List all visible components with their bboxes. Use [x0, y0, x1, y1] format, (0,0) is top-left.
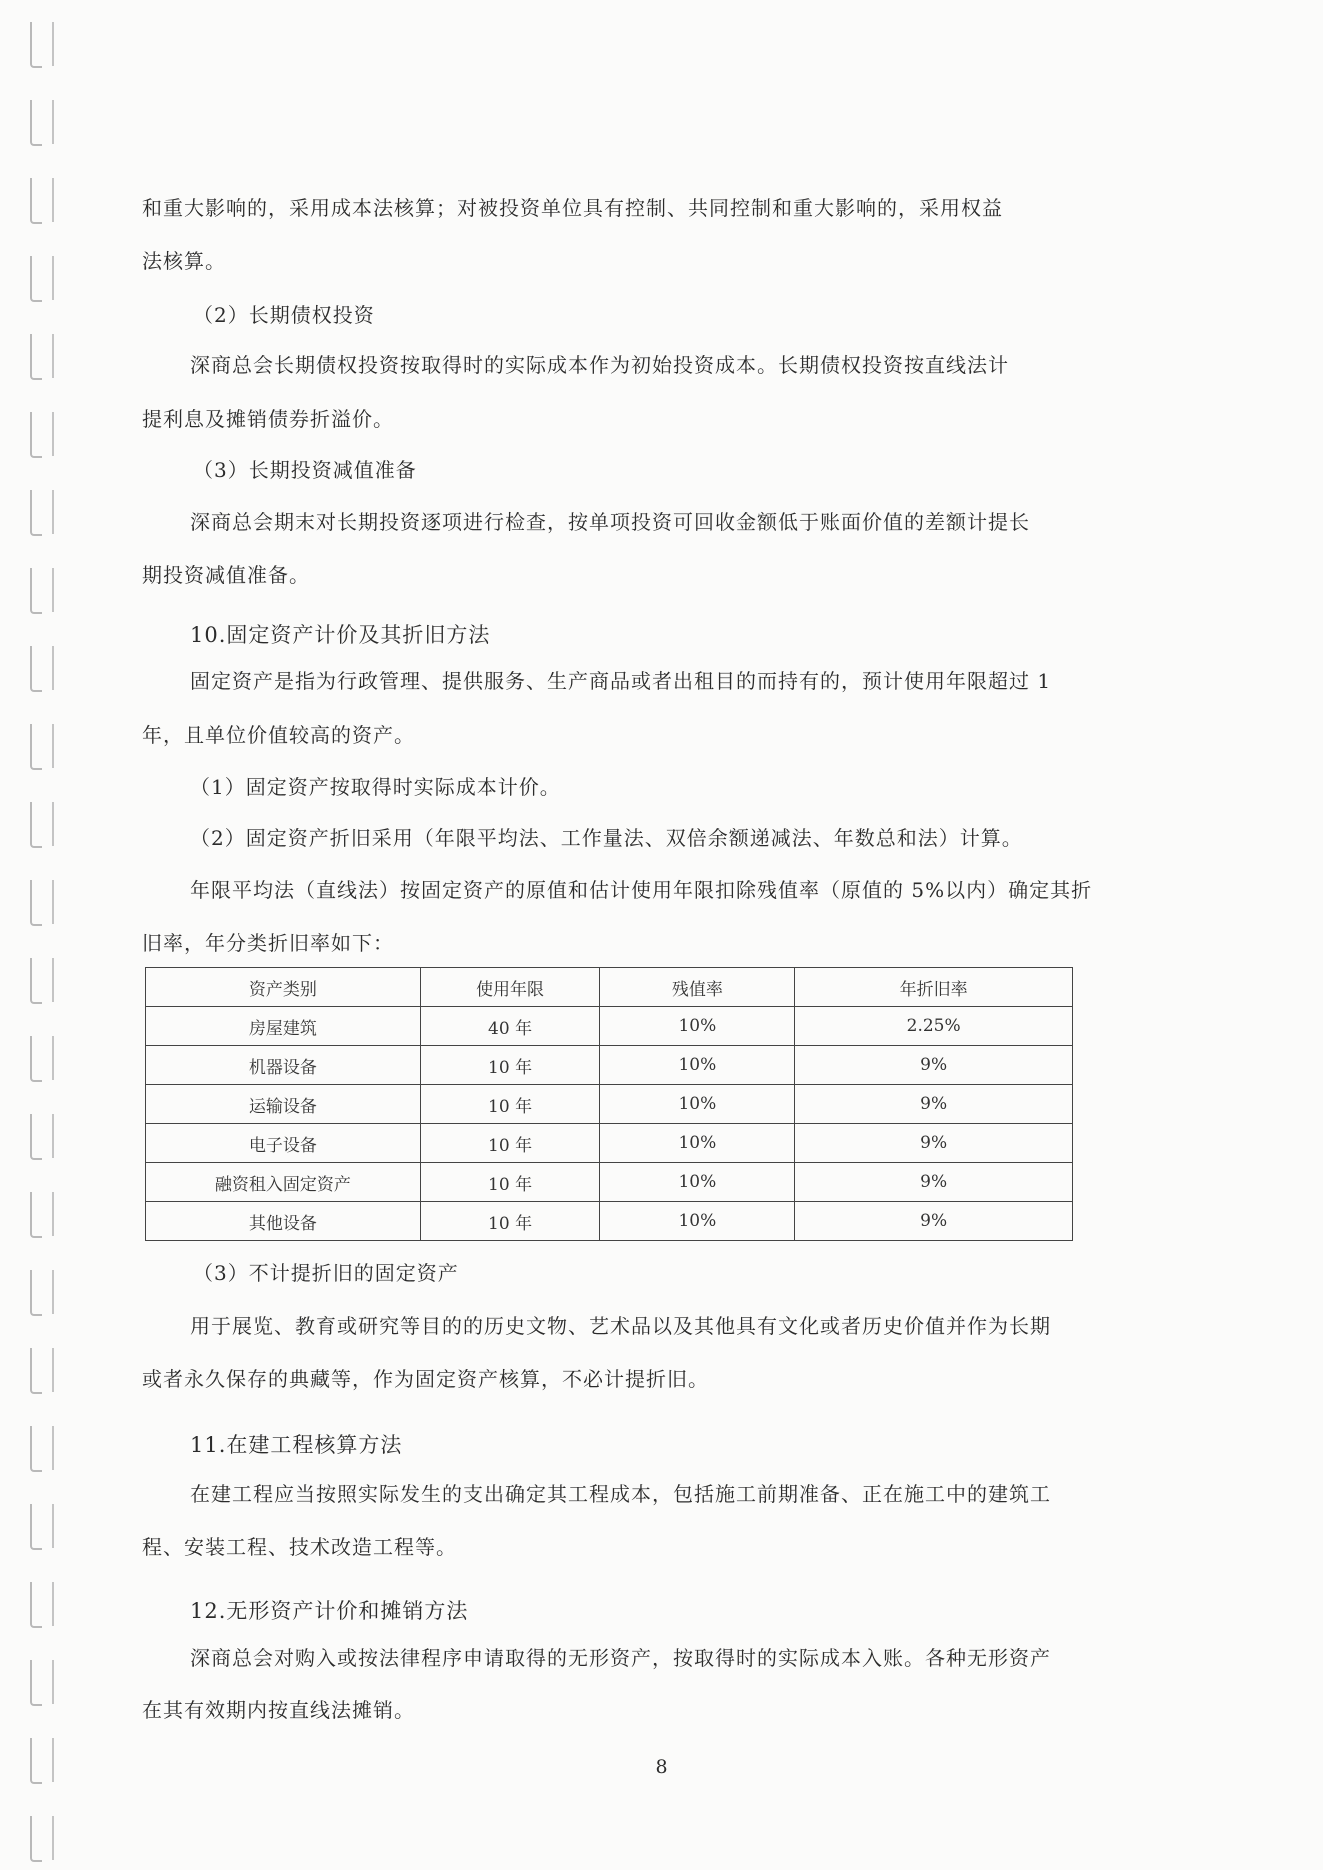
paragraph-line: 和重大影响的，采用成本法核算；对被投资单位具有控制、共同控制和重大影响的，采用权益: [142, 196, 1003, 220]
table-row: [146, 1085, 1073, 1124]
table-cell: 10%: [600, 1046, 795, 1085]
table-cell: 10%: [600, 1124, 795, 1163]
paragraph-line: 用于展览、教育或研究等目的的历史文物、艺术品以及其他具有文化或者历史价值并作为长期: [190, 1314, 1051, 1338]
table-cell: 房屋建筑: [146, 1007, 421, 1046]
column-header: 资产类别: [146, 968, 421, 1007]
table-cell: 9%: [795, 1046, 1073, 1085]
table-row: [146, 1124, 1073, 1163]
table-cell: 9%: [795, 1124, 1073, 1163]
column-header: 年折旧率: [795, 968, 1073, 1007]
section-subheading: （2）长期债权投资: [193, 303, 375, 327]
table-cell: 9%: [795, 1163, 1073, 1202]
page-number: 8: [655, 1756, 668, 1778]
table-row: [146, 1046, 1073, 1085]
table-cell: 10 年: [420, 1163, 600, 1202]
table-cell: 10%: [600, 1202, 795, 1241]
paragraph-line: 在其有效期内按直线法摊销。: [142, 1698, 415, 1722]
paragraph-line: 年，且单位价值较高的资产。: [142, 723, 415, 747]
table-cell: 电子设备: [146, 1124, 421, 1163]
table-cell: 10%: [600, 1085, 795, 1124]
table-cell: 机器设备: [146, 1046, 421, 1085]
paragraph-line: （1）固定资产按取得时实际成本计价。: [190, 775, 561, 799]
paragraph-line: 旧率，年分类折旧率如下：: [142, 931, 394, 955]
table-cell: 10 年: [420, 1085, 600, 1124]
table-row: [146, 1007, 1073, 1046]
table-cell: 运输设备: [146, 1085, 421, 1124]
paragraph-line: 期投资减值准备。: [142, 563, 310, 587]
paragraph-line: 在建工程应当按照实际发生的支出确定其工程成本，包括施工前期准备、正在施工中的建筑工: [190, 1482, 1051, 1506]
paragraph-line: 提利息及摊销债券折溢价。: [142, 407, 394, 431]
table-cell: 融资租入固定资产: [146, 1163, 421, 1202]
paragraph-line: 程、安装工程、技术改造工程等。: [142, 1535, 457, 1559]
table-header-row: [146, 968, 1073, 1007]
paragraph-line: 或者永久保存的典藏等，作为固定资产核算，不必计提折旧。: [142, 1367, 709, 1391]
table-cell: 10%: [600, 1007, 795, 1046]
section-heading: 10.固定资产计价及其折旧方法: [190, 623, 491, 647]
paragraph-line: 固定资产是指为行政管理、提供服务、生产商品或者出租目的而持有的，预计使用年限超过 1: [190, 669, 1052, 693]
table-cell: 10 年: [420, 1046, 600, 1085]
table-cell: 9%: [795, 1085, 1073, 1124]
table-cell: 10 年: [420, 1124, 600, 1163]
table-cell: 9%: [795, 1202, 1073, 1241]
paragraph-line: 深商总会期末对长期投资逐项进行检查，按单项投资可回收金额低于账面价值的差额计提长: [190, 510, 1030, 534]
table-cell: 40 年: [420, 1007, 600, 1046]
paragraph-line: 法核算。: [142, 249, 226, 273]
paragraph-line: 深商总会长期债权投资按取得时的实际成本作为初始投资成本。长期债权投资按直线法计: [190, 353, 1009, 377]
depreciation-rate-table: [145, 967, 1073, 1241]
section-heading: 11.在建工程核算方法: [190, 1433, 403, 1457]
table-cell: 其他设备: [146, 1202, 421, 1241]
table-row: [146, 1163, 1073, 1202]
paragraph-line: （2）固定资产折旧采用（年限平均法、工作量法、双倍余额递减法、年数总和法）计算。: [190, 826, 1023, 850]
table-cell: 10 年: [420, 1202, 600, 1241]
column-header: 使用年限: [420, 968, 600, 1007]
section-subheading: （3）长期投资减值准备: [193, 458, 417, 482]
column-header: 残值率: [600, 968, 795, 1007]
table-cell: 2.25%: [795, 1007, 1073, 1046]
section-heading: 12.无形资产计价和摊销方法: [190, 1599, 469, 1623]
table-cell: 10%: [600, 1163, 795, 1202]
section-subheading: （3）不计提折旧的固定资产: [193, 1261, 459, 1285]
table-row: [146, 1202, 1073, 1241]
paragraph-line: 深商总会对购入或按法律程序申请取得的无形资产，按取得时的实际成本入账。各种无形资产: [190, 1646, 1051, 1670]
paragraph-line: 年限平均法（直线法）按固定资产的原值和估计使用年限扣除残值率（原值的 5%以内）确定其折: [190, 878, 1093, 902]
